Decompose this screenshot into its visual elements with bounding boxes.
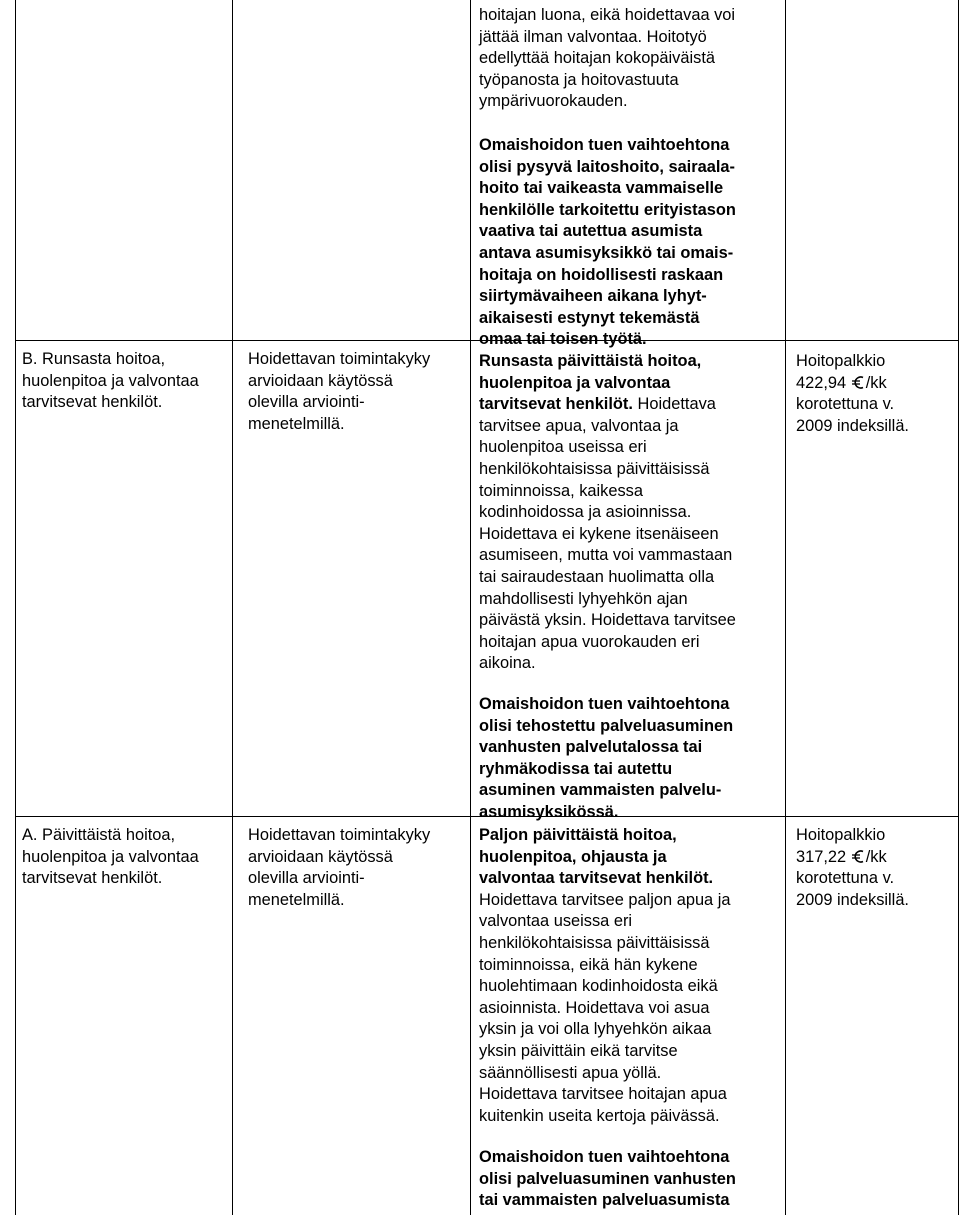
bottom-fragment-text [479,1147,736,1212]
text-line: 2009 indeksillä. [796,890,909,909]
text-line: menetelmillä. [248,890,345,909]
text-line: korotettuna v. [796,395,895,414]
euro-icon [851,375,865,390]
description-b [479,351,736,675]
fee-amount: 422,94 [796,373,847,392]
category-a [22,825,199,890]
table-left-border [15,0,16,1215]
text-line: ympärivuorokauden. [479,92,628,111]
text-line: Omaishoidon tuen vaihtoehtona [479,695,730,713]
assessment-b [248,349,430,435]
euro-icon [851,849,865,864]
text-line: arvioidaan käytössä [248,847,393,866]
text-line: Hoidettavan toimintakyky [248,826,431,844]
text-line: olisi palveluasuminen vanhusten [479,1169,736,1188]
text-line: henkilölle tarkoitettu erityistason [479,200,736,219]
text-line: henkilökohtaisissa päivittäisissä [479,459,710,478]
column-divider-3 [785,0,786,1215]
text-line: mahdollisesti lyhyehkön ajan [479,589,688,608]
text-line: toiminnoissa, eikä hän kykene [479,955,698,974]
text-line: yksin päivittäin eikä tarvitse [479,1041,678,1060]
fee-unit: /kk [865,847,887,866]
table-right-border [958,0,959,1215]
text-line: edellyttää hoitajan kokopäiväistä [479,49,715,68]
text-line: arvioidaan käytössä [248,371,393,390]
text-line: säännöllisesti apua yöllä. [479,1063,662,1082]
text-line: Runsasta päivittäistä hoitoa, [479,352,702,370]
text-line: hoito tai vaikeasta vammaiselle [479,179,724,198]
text-line: valvontaa useissa eri [479,912,633,931]
column-divider-2 [470,0,471,1215]
text-line: tarvitsee apua, valvontaa ja [479,416,679,435]
text-line: tarvitsevat henkilöt. [22,869,163,888]
text-line [479,394,736,416]
text-line: Hoidettavan toimintakyky [248,350,431,368]
column-divider-1 [232,0,233,1215]
text-line: hoitaja on hoidollisesti raskaan [479,265,724,284]
fee-label: Hoitopalkkio [796,352,886,370]
text-line: hoitajan apua vuorokauden eri [479,632,700,651]
text-line: huolenpitoa ja valvontaa [479,373,671,392]
text-line: henkilökohtaisissa päivittäisissä [479,933,710,952]
text-line: kodinhoidossa ja asioinnissa. [479,503,692,522]
fee-amount-line [796,847,909,869]
text-line: Hoidettava ei kykene itsenäiseen [479,524,719,543]
text-line: hoitajan luona, eikä hoidettavaa voi [479,6,736,24]
text-line: menetelmillä. [248,414,345,433]
text-line: yksin ja voi olla lyhyehkön aikaa [479,1020,712,1039]
text-line: huolehtimaan kodinhoidosta eikä [479,977,718,996]
text-line: Omaishoidon tuen vaihtoehtona [479,1148,730,1166]
text-line: huolenpitoa, ohjausta ja [479,847,667,866]
text-line: olisi tehostettu palveluasuminen [479,716,734,735]
description-a [479,825,731,1127]
fee-amount-line [796,373,909,395]
alternative-care-b [479,135,736,351]
text-line: olevilla arviointi- [248,393,365,412]
text-line: A. Päivittäistä hoitoa, [22,826,176,844]
fee-a [796,825,909,911]
category-b [22,349,199,414]
alternative-care-a [479,694,733,824]
fee-b [796,351,909,437]
text-line: aikaisesti estynyt tekemästä [479,308,700,327]
text-line: huolenpitoa useissa eri [479,438,647,457]
text-line: vaativa tai autettua asumista [479,222,703,241]
text-line: aikoina. [479,654,536,673]
text-span: Hoidettava [637,395,716,414]
text-line: kuitenkin useita kertoja päivässä. [479,1106,720,1125]
text-line: olisi pysyvä laitoshoito, sairaala- [479,157,735,176]
top-fragment-text [479,5,735,113]
bold-text: tarvitsevat henkilöt. [479,395,633,414]
text-line: asioinnista. Hoidettava voi asua [479,998,710,1017]
text-line: tarvitsevat henkilöt. [22,393,163,412]
text-line: toiminnoissa, kaikessa [479,481,643,500]
text-line: Omaishoidon tuen vaihtoehtona [479,136,730,154]
text-line: huolenpitoa ja valvontaa [22,371,199,390]
text-line: työpanosta ja hoitovastuuta [479,70,679,89]
text-line: asumiseen, mutta voi vammastaan [479,546,733,565]
fee-unit: /kk [865,373,887,392]
text-line: valvontaa tarvitsevat henkilöt. [479,869,714,888]
text-line: omaa tai toisen työtä. [479,330,647,349]
text-line: asuminen vammaisten palvelu- [479,781,722,800]
text-line: tai sairaudestaan huolimatta olla [479,567,715,586]
text-line: antava asumisyksikkö tai omais- [479,243,734,262]
text-line: Hoidettava tarvitsee paljon apua ja [479,890,731,909]
fee-amount: 317,22 [796,847,847,866]
text-line: Paljon päivittäistä hoitoa, [479,826,677,844]
fee-label: Hoitopalkkio [796,826,886,844]
text-line: korotettuna v. [796,869,895,888]
text-line: siirtymävaiheen aikana lyhyt- [479,287,707,306]
text-line: B. Runsasta hoitoa, [22,350,166,368]
text-line: olevilla arviointi- [248,869,365,888]
text-line: tai vammaisten palveluasumista [479,1191,730,1210]
text-line: ryhmäkodissa tai autettu [479,759,673,778]
text-line: päivästä yksin. Hoidettava tarvitsee [479,611,736,630]
text-line: jättää ilman valvontaa. Hoitotyö [479,27,707,46]
text-line: vanhusten palvelutalossa tai [479,738,703,757]
assessment-a [248,825,430,911]
text-line: 2009 indeksillä. [796,416,909,435]
text-line: Hoidettava tarvitsee hoitajan apua [479,1085,727,1104]
text-line: huolenpitoa ja valvontaa [22,847,199,866]
text-line: asumisyksikössä. [479,802,619,821]
